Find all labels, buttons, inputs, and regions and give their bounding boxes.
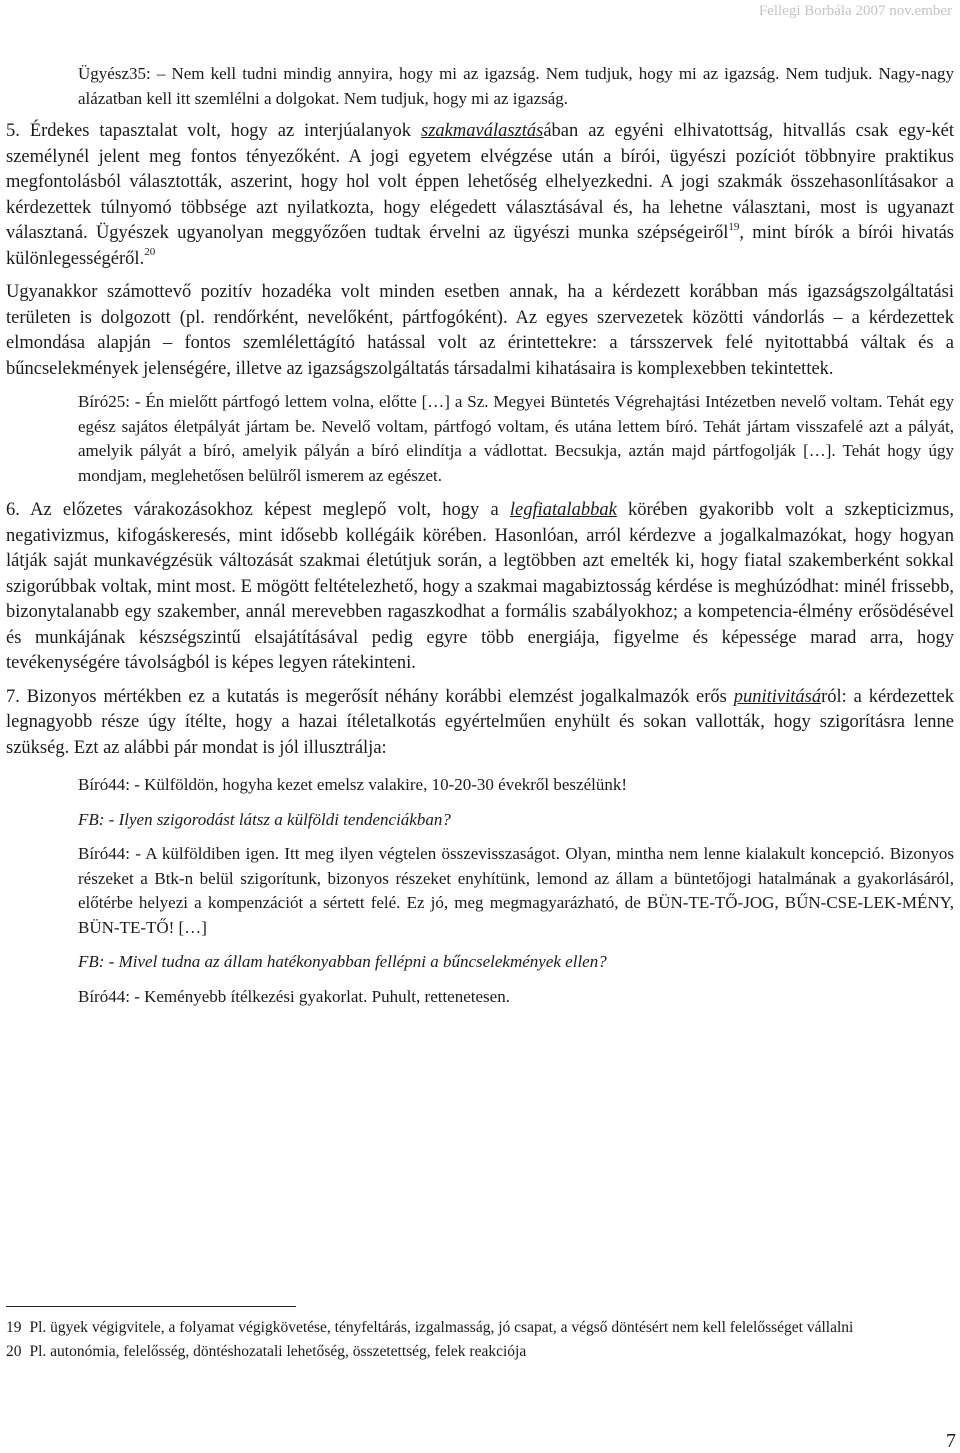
paragraph-7-term: punitivitásá <box>733 686 822 707</box>
footnote-ref-19[interactable]: 19 <box>728 220 740 233</box>
footnote-divider <box>6 1306 296 1307</box>
dialogue-line: FB: - Mivel tudna az állam hatékonyabban fellépni a bűncselekmények ellen? <box>78 952 607 971</box>
paragraph-6-text-a: 6. Az előzetes várakozásokhoz képest meglepő volt, hogy a <box>6 500 510 520</box>
dialogue-line: FB: - Ilyen szigorodást látsz a külföldi tendenciákban? <box>78 809 451 829</box>
paragraph-7-text-b: ról: a kérdezettek legnagyobb része úgy ítélte, hogy a hazai ítéletalkotás egyértelműen enyhült és sokan vallották, hogy szigorításra lenne szükség. Ezt az alábbi pár mondat is jól illusztrálja: <box>6 686 954 758</box>
page-body <box>6 62 954 1019</box>
footnote-text: Pl. autonómia, felelősség, döntéshozatali lehetőség, összetettség, felek reakciója <box>29 1343 527 1360</box>
paragraph-6-term: legfiatalabbak <box>509 500 617 520</box>
footnote-ref-20[interactable]: 20 <box>144 246 156 259</box>
paragraph-7 <box>6 685 954 762</box>
footnote-number: 19 <box>6 1319 22 1336</box>
paragraph-5-text-a: 5. Érdekes tapasztalat volt, hogy az interjúalanyok <box>6 121 422 141</box>
paragraph-5-text-b: ában az egyéni elhivatottság, hitvallás csak egy-két személynél jelent meg fontos tényezőként. A jogi egyetem elvégzése után a bírói, ügyészi pozíciót többnyire praktikus megfontolásból választották, aszerint, hogy hol volt éppen lehetőség elhelyezkedni. A jogi szakmák összehasonlításakor a kérdezettek túlnyomó többsége azt nyilatkozta, hogy elégedett választásával és, ha lehetne választani, most is ugyanazt választaná. Ügyészek ugyanolyan meggyőzően tudtak érvelni az ügyészi munka szépségeiről <box>6 121 954 243</box>
footnote-19 <box>6 1318 954 1338</box>
paragraph-7-text-a: 7. Bizonyos mértékben ez a kutatás is megerősít néhány korábbi elemzést jogalkalmazók erős <box>6 686 734 707</box>
paragraph-6-text-b: körében gyakoribb volt a szkepticizmus, negativizmus, kifogáskeresés, mint idősebb kollégáik körében. Hasonlóan, arról kérdezve a jogalkalmazókat, hogy hogyan látják saját munkavégzésük változását szakmai életútjuk során, a legtöbben azt emelték ki, hogy fiatal szakemberként sokkal szigorúbbak voltak, mint most. E mögött feltételezhető, hogy a szakmai magabiztosság kérdése is meghúzódhat: minél frissebb, bizonytalanabb egy szakember, annál merevebben ragaszkodhat a formális szabályokhoz; a kompetencia-élmény erősödésével és munkájának készségszintű elsajátításával pedig egyre több energiája, figyelme és képessége marad arra, hogy tevékenységére távolságból is képes legyen rátekinteni. <box>6 500 954 673</box>
footnote-number: 20 <box>6 1343 22 1360</box>
paragraph-ugyanakkor: Ugyanakkor számottevő pozitív hozadéka volt minden esetben annak, ha a kérdezett korábban más igazságszolgáltatási területen is dolgozott (pl. rendőrként, nevelőként, pártfogóként). Az egyes szervezetek közötti vándorlás – a kérdezettek elmondása alapján – fontos szemlélettágító hatással volt az érintettekre: a társszervek felé nyitottabbá váltak és a bűncselekmények jelenségére, illetve az igazságszolgáltatás társadalmi kihatásaira is komplexebben tekintettek. <box>6 282 954 379</box>
page-number: 7 <box>946 1430 956 1452</box>
paragraph-5-text-c: , mint bírók a bírói hivatás különlegességéről. <box>6 223 954 269</box>
dialogue-line: Bíró44: - Külföldön, hogyha kezet emelsz valakire, 10-20-30 évekről beszélünk! <box>78 775 628 794</box>
dialogue-line: Bíró44: - Keményebb ítélkezési gyakorlat. Puhult, rettenetesen. <box>78 986 510 1006</box>
paragraph-6 <box>6 498 954 677</box>
footnote-20 <box>6 1342 954 1362</box>
quote-biro25: Bíró25: - Én mielőtt pártfogó lettem volna, előtte […] a Sz. Megyei Büntetés Végrehajtási Intézetben nevelő voltam. Tehát egy egész sajátos életpályát jártam be. Nevelő voltam, pártfogó voltam, és utána lettem bíró. Tehát jártam visszafelé azt a pályát, amelyik pályát a bíró, amelyik pályán a bíró elindítja a vádlottat. Becsukja, aztán majd pártfogolják […]. Tehát hogy úgy mondjam, meglehetősen belülről ismerem az egészet. <box>78 392 954 485</box>
dialogue-line: Bíró44: - A külföldiben igen. Itt meg ilyen végtelen összevisszaságot. Olyan, mintha nem lenne kialakult koncepció. Bizonyos részeket a Btk-n belül szigorítunk, bizonyos részeket enyhítünk, lemond az állam a büntetőjogi hatalmának a gyakorlásáról, előtérbe helyezi a kompenzációt a sértett felé. Ez jó, meg megmagyarázható, de BÜN-TE-TŐ-JOG, BŰN-CSE-LEK-MÉNY, BÜN-TE-TŐ! […] <box>78 844 954 937</box>
paragraph-5 <box>6 119 954 272</box>
quote-prosecutor: Ügyész35: – Nem kell tudni mindig annyira, hogy mi az igazság. Nem tudjuk, hogy mi az igazság. Nem tudjuk. Nagy-nagy alázatban kell itt szemlélni a dolgokat. Nem tudjuk, hogy mi az igazság. <box>78 64 954 108</box>
footnotes <box>6 1318 954 1366</box>
footnote-text: Pl. ügyek végigvitele, a folyamat végigkövetése, tényfeltárás, izgalmasság, jó csapat, a végső döntésért nem kell felelősséget vállalni <box>29 1319 854 1336</box>
running-header: Fellegi Borbála 2007 nov.ember <box>758 3 952 19</box>
paragraph-5-term: szakmaválasztás <box>421 121 544 141</box>
